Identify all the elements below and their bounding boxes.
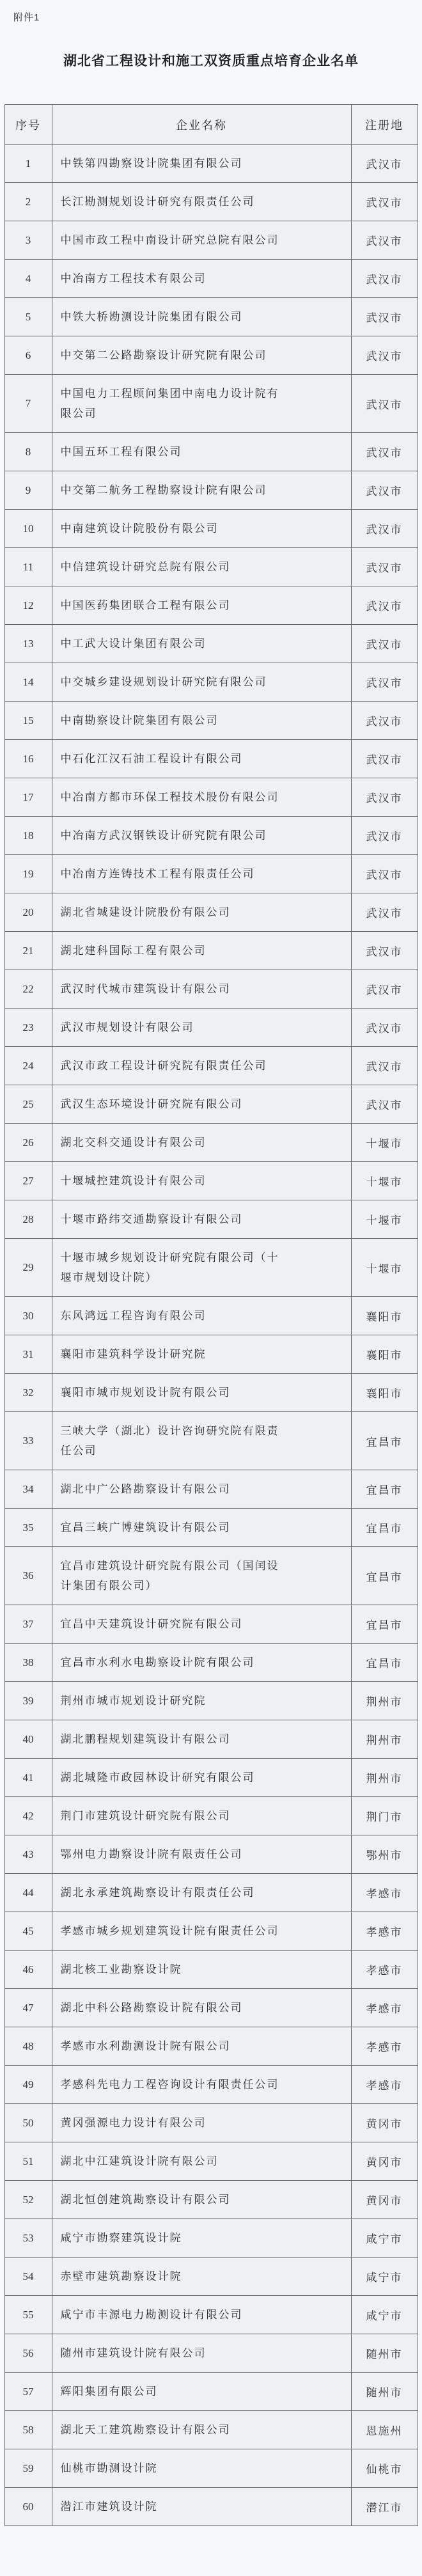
- row-index: 20: [4, 893, 52, 932]
- company-name: 中国市政工程中南设计研究总院有限公司: [52, 221, 351, 260]
- row-index: 32: [4, 1374, 52, 1412]
- row-index: 6: [4, 336, 52, 375]
- column-header-registration-city: 注册地: [351, 105, 418, 145]
- row-index: 27: [4, 1162, 52, 1200]
- table-row: [4, 1047, 418, 1085]
- row-index: 42: [4, 1797, 52, 1835]
- company-name: 黄冈强源电力设计有限公司: [52, 2104, 351, 2142]
- registration-city: 鄂州市: [351, 1835, 418, 1874]
- company-name: 湖北城隆市政园林设计研究有限公司: [52, 1759, 351, 1797]
- row-index: 38: [4, 1644, 52, 1682]
- table-row: [4, 932, 418, 970]
- table-row: [4, 1009, 418, 1047]
- row-index: 16: [4, 740, 52, 778]
- table-row: [4, 1335, 418, 1374]
- company-name: 中冶南方都市环保工程技术股份有限公司: [52, 778, 351, 817]
- row-index: 31: [4, 1335, 52, 1374]
- registration-city: 襄阳市: [351, 1335, 418, 1374]
- registration-city: 武汉市: [351, 1047, 418, 1085]
- table-row: [4, 893, 418, 932]
- company-name: 中冶南方武汉钢铁设计研究院有限公司: [52, 817, 351, 855]
- table-row: [4, 2142, 418, 2181]
- row-index: 45: [4, 1912, 52, 1951]
- company-name: 鄂州电力勘察设计院有限责任公司: [52, 1835, 351, 1874]
- company-name: 武汉时代城市建筑设计有限公司: [52, 970, 351, 1009]
- table-row: [4, 1200, 418, 1239]
- company-name: 孝感市水利勘测设计院有限公司: [52, 2027, 351, 2066]
- registration-city: 武汉市: [351, 702, 418, 740]
- registration-city: 武汉市: [351, 586, 418, 625]
- company-name: 咸宁市勘察建筑设计院: [52, 2219, 351, 2258]
- registration-city: 咸宁市: [351, 2219, 418, 2258]
- row-index: 52: [4, 2181, 52, 2219]
- table-row: [4, 1951, 418, 1989]
- company-name: 中冶南方工程技术有限公司: [52, 260, 351, 298]
- row-index: 3: [4, 221, 52, 260]
- row-index: 44: [4, 1874, 52, 1912]
- company-name: 宜昌市建筑设计研究院有限公司（国闰设计集团有限公司）: [52, 1547, 351, 1605]
- company-name: 东风鸿远工程咨询有限公司: [52, 1297, 351, 1335]
- row-index: 13: [4, 625, 52, 663]
- company-name: 武汉生态环境设计研究院有限公司: [52, 1085, 351, 1124]
- registration-city: 荆州市: [351, 1759, 418, 1797]
- registration-city: 随州市: [351, 2334, 418, 2373]
- registration-city: 武汉市: [351, 1085, 418, 1124]
- row-index: 49: [4, 2066, 52, 2104]
- table-row: [4, 2104, 418, 2142]
- company-name: 中交城乡建设规划设计研究院有限公司: [52, 663, 351, 702]
- company-name: 中交第二公路勘察设计研究院有限公司: [52, 336, 351, 375]
- table-row: [4, 1162, 418, 1200]
- registration-city: 武汉市: [351, 663, 418, 702]
- company-name: 湖北中江建筑设计院有限公司: [52, 2142, 351, 2181]
- table-row: [4, 1759, 418, 1797]
- company-name: 孝感市城乡规划建筑设计院有限责任公司: [52, 1912, 351, 1951]
- table-row: [4, 778, 418, 817]
- row-index: 54: [4, 2258, 52, 2296]
- registration-city: 武汉市: [351, 260, 418, 298]
- registration-city: 武汉市: [351, 740, 418, 778]
- row-index: 60: [4, 2488, 52, 2526]
- company-name: 宜昌中天建筑设计研究院有限公司: [52, 1605, 351, 1644]
- registration-city: 武汉市: [351, 183, 418, 221]
- registration-city: 随州市: [351, 2373, 418, 2411]
- row-index: 24: [4, 1047, 52, 1085]
- company-name: 湖北核工业勘察设计院: [52, 1951, 351, 1989]
- registration-city: 武汉市: [351, 298, 418, 336]
- company-name: 十堰城控建筑设计有限公司: [52, 1162, 351, 1200]
- registration-city: 武汉市: [351, 548, 418, 586]
- company-name: 孝感科先电力工程咨询设计有限责任公司: [52, 2066, 351, 2104]
- company-name: 中石化江汉石油工程设计有限公司: [52, 740, 351, 778]
- company-name: 湖北鹏程规划建筑设计有限公司: [52, 1720, 351, 1759]
- company-name: 咸宁市丰源电力勘测设计有限公司: [52, 2296, 351, 2334]
- registration-city: 黄冈市: [351, 2181, 418, 2219]
- registration-city: 武汉市: [351, 145, 418, 183]
- registration-city: 咸宁市: [351, 2258, 418, 2296]
- company-name: 湖北交科交通设计有限公司: [52, 1124, 351, 1162]
- row-index: 41: [4, 1759, 52, 1797]
- attachment-label: 附件1: [13, 12, 40, 23]
- registration-city: 武汉市: [351, 375, 418, 433]
- table-row: [4, 1297, 418, 1335]
- row-index: 25: [4, 1085, 52, 1124]
- table-row: [4, 2219, 418, 2258]
- company-name: 中南建筑设计院股份有限公司: [52, 510, 351, 548]
- table-row: [4, 1124, 418, 1162]
- row-index: 55: [4, 2296, 52, 2334]
- table-row: [4, 855, 418, 893]
- row-index: 39: [4, 1682, 52, 1720]
- company-name: 湖北中科公路勘察设计院有限公司: [52, 1989, 351, 2027]
- row-index: 35: [4, 1509, 52, 1547]
- row-index: 17: [4, 778, 52, 817]
- row-index: 47: [4, 1989, 52, 2027]
- registration-city: 武汉市: [351, 893, 418, 932]
- table-row: [4, 817, 418, 855]
- row-index: 2: [4, 183, 52, 221]
- company-name: 仙桃市勘测设计院: [52, 2449, 351, 2488]
- row-index: 56: [4, 2334, 52, 2373]
- registration-city: 宜昌市: [351, 1547, 418, 1605]
- registration-city: 孝感市: [351, 2027, 418, 2066]
- company-name: 湖北恒创建筑勘察设计有限公司: [52, 2181, 351, 2219]
- row-index: 10: [4, 510, 52, 548]
- registration-city: 武汉市: [351, 778, 418, 817]
- row-index: 29: [4, 1239, 52, 1297]
- table-row: [4, 1989, 418, 2027]
- registration-city: 孝感市: [351, 1951, 418, 1989]
- table-row: [4, 145, 418, 183]
- registration-city: 荆州市: [351, 1682, 418, 1720]
- company-name: 中铁第四勘察设计院集团有限公司: [52, 145, 351, 183]
- table-row: [4, 548, 418, 586]
- table-row: [4, 1374, 418, 1412]
- registration-city: 恩施州: [351, 2411, 418, 2449]
- registration-city: 武汉市: [351, 433, 418, 471]
- company-name: 湖北天工建筑勘察设计有限公司: [52, 2411, 351, 2449]
- registration-city: 武汉市: [351, 336, 418, 375]
- registration-city: 武汉市: [351, 817, 418, 855]
- registration-city: 武汉市: [351, 970, 418, 1009]
- registration-city: 黄冈市: [351, 2104, 418, 2142]
- registration-city: 武汉市: [351, 1009, 418, 1047]
- registration-city: 宜昌市: [351, 1644, 418, 1682]
- table-row: [4, 663, 418, 702]
- registration-city: 襄阳市: [351, 1297, 418, 1335]
- row-index: 46: [4, 1951, 52, 1989]
- table-row: [4, 1547, 418, 1605]
- registration-city: 孝感市: [351, 1874, 418, 1912]
- table-row: [4, 2411, 418, 2449]
- table-body: [4, 145, 418, 2526]
- registration-city: 宜昌市: [351, 1412, 418, 1470]
- registration-city: 襄阳市: [351, 1374, 418, 1412]
- registration-city: 潜江市: [351, 2488, 418, 2526]
- company-name: 中铁大桥勘测设计院集团有限公司: [52, 298, 351, 336]
- table-row: [4, 740, 418, 778]
- company-name: 中南勘察设计院集团有限公司: [52, 702, 351, 740]
- table-row: [4, 1835, 418, 1874]
- registration-city: 十堰市: [351, 1239, 418, 1297]
- row-index: 58: [4, 2411, 52, 2449]
- registration-city: 武汉市: [351, 471, 418, 510]
- table-row: [4, 2066, 418, 2104]
- table-row: [4, 183, 418, 221]
- row-index: 59: [4, 2449, 52, 2488]
- table-row: [4, 510, 418, 548]
- table-row: [4, 260, 418, 298]
- registration-city: 孝感市: [351, 2066, 418, 2104]
- company-name: 十堰市路纬交通勘察设计有限公司: [52, 1200, 351, 1239]
- company-name: 中国电力工程顾问集团中南电力设计院有限公司: [52, 375, 351, 433]
- row-index: 28: [4, 1200, 52, 1239]
- registration-city: 十堰市: [351, 1200, 418, 1239]
- table-row: [4, 1874, 418, 1912]
- company-name: 三峡大学（湖北）设计咨询研究院有限责任公司: [52, 1412, 351, 1470]
- table-row: [4, 702, 418, 740]
- table-row: [4, 2296, 418, 2334]
- row-index: 1: [4, 145, 52, 183]
- company-name: 湖北建科国际工程有限公司: [52, 932, 351, 970]
- registration-city: 宜昌市: [351, 1509, 418, 1547]
- company-name: 武汉市政工程设计研究院有限责任公司: [52, 1047, 351, 1085]
- table-row: [4, 221, 418, 260]
- table-row: [4, 2258, 418, 2296]
- company-name: 襄阳市城市规划设计院有限公司: [52, 1374, 351, 1412]
- company-name: 宜昌三峡广博建筑设计有限公司: [52, 1509, 351, 1547]
- table-row: [4, 298, 418, 336]
- row-index: 19: [4, 855, 52, 893]
- company-name: 襄阳市建筑科学设计研究院: [52, 1335, 351, 1374]
- table-row: [4, 2181, 418, 2219]
- table-row: [4, 1682, 418, 1720]
- row-index: 4: [4, 260, 52, 298]
- row-index: 43: [4, 1835, 52, 1874]
- company-name: 荆州市城市规划设计研究院: [52, 1682, 351, 1720]
- registration-city: 宜昌市: [351, 1470, 418, 1509]
- table-row: [4, 1239, 418, 1297]
- row-index: 15: [4, 702, 52, 740]
- registration-city: 咸宁市: [351, 2296, 418, 2334]
- table-row: [4, 2488, 418, 2526]
- table-row: [4, 336, 418, 375]
- registration-city: 孝感市: [351, 1989, 418, 2027]
- company-name: 湖北省城建设计院股份有限公司: [52, 893, 351, 932]
- table-row: [4, 1509, 418, 1547]
- table-row: [4, 2334, 418, 2373]
- row-index: 21: [4, 932, 52, 970]
- registration-city: 宜昌市: [351, 1605, 418, 1644]
- column-header-company-name: 企业名称: [52, 105, 351, 145]
- company-name: 中交第二航务工程勘察设计院有限公司: [52, 471, 351, 510]
- row-index: 5: [4, 298, 52, 336]
- table-header: [4, 105, 418, 145]
- row-index: 34: [4, 1470, 52, 1509]
- table-row: [4, 1605, 418, 1644]
- company-table: [4, 104, 418, 2526]
- registration-city: 孝感市: [351, 1912, 418, 1951]
- registration-city: 荆门市: [351, 1797, 418, 1835]
- row-index: 57: [4, 2373, 52, 2411]
- table-row: [4, 970, 418, 1009]
- row-index: 23: [4, 1009, 52, 1047]
- table-row: [4, 1797, 418, 1835]
- registration-city: 武汉市: [351, 510, 418, 548]
- company-name: 湖北中广公路勘察设计有限公司: [52, 1470, 351, 1509]
- company-name: 宜昌市水利水电勘察设计院有限公司: [52, 1644, 351, 1682]
- registration-city: 十堰市: [351, 1162, 418, 1200]
- table-row: [4, 1644, 418, 1682]
- column-header-index: 序号: [4, 105, 52, 145]
- row-index: 33: [4, 1412, 52, 1470]
- registration-city: 武汉市: [351, 932, 418, 970]
- row-index: 7: [4, 375, 52, 433]
- table-row: [4, 1412, 418, 1470]
- table-header-row: [4, 105, 418, 145]
- company-name: 武汉市规划设计有限公司: [52, 1009, 351, 1047]
- company-name: 辉阳集团有限公司: [52, 2373, 351, 2411]
- registration-city: 武汉市: [351, 625, 418, 663]
- row-index: 36: [4, 1547, 52, 1605]
- row-index: 8: [4, 433, 52, 471]
- table-row: [4, 471, 418, 510]
- company-name: 十堰市城乡规划设计研究院有限公司（十堰市规划设计院）: [52, 1239, 351, 1297]
- registration-city: 黄冈市: [351, 2142, 418, 2181]
- row-index: 14: [4, 663, 52, 702]
- row-index: 18: [4, 817, 52, 855]
- company-name: 中冶南方连铸技术工程有限责任公司: [52, 855, 351, 893]
- company-name: 赤壁市建筑勘察设计院: [52, 2258, 351, 2296]
- company-name: 中工武大设计集团有限公司: [52, 625, 351, 663]
- table-row: [4, 1085, 418, 1124]
- row-index: 40: [4, 1720, 52, 1759]
- table-row: [4, 433, 418, 471]
- row-index: 30: [4, 1297, 52, 1335]
- row-index: 26: [4, 1124, 52, 1162]
- registration-city: 荆州市: [351, 1720, 418, 1759]
- registration-city: 武汉市: [351, 855, 418, 893]
- row-index: 11: [4, 548, 52, 586]
- row-index: 48: [4, 2027, 52, 2066]
- table-row: [4, 1470, 418, 1509]
- company-name: 长江勘测规划设计研究有限责任公司: [52, 183, 351, 221]
- row-index: 9: [4, 471, 52, 510]
- row-index: 50: [4, 2104, 52, 2142]
- table-row: [4, 2027, 418, 2066]
- page-title: 湖北省工程设计和施工双资质重点培育企业名单: [63, 54, 359, 68]
- row-index: 51: [4, 2142, 52, 2181]
- company-name: 中国五环工程有限公司: [52, 433, 351, 471]
- row-index: 53: [4, 2219, 52, 2258]
- company-name: 随州市建筑设计院有限公司: [52, 2334, 351, 2373]
- registration-city: 十堰市: [351, 1124, 418, 1162]
- row-index: 12: [4, 586, 52, 625]
- registration-city: 仙桃市: [351, 2449, 418, 2488]
- table-row: [4, 586, 418, 625]
- table-row: [4, 2373, 418, 2411]
- row-index: 37: [4, 1605, 52, 1644]
- table-row: [4, 1912, 418, 1951]
- row-index: 22: [4, 970, 52, 1009]
- company-name: 荆门市建筑设计研究院有限公司: [52, 1797, 351, 1835]
- table-row: [4, 1720, 418, 1759]
- table-row: [4, 625, 418, 663]
- registration-city: 武汉市: [351, 221, 418, 260]
- table-row: [4, 2449, 418, 2488]
- company-name: 中国医药集团联合工程有限公司: [52, 586, 351, 625]
- company-name: 中信建筑设计研究总院有限公司: [52, 548, 351, 586]
- company-name: 湖北永承建筑勘察设计有限责任公司: [52, 1874, 351, 1912]
- company-name: 潜江市建筑设计院: [52, 2488, 351, 2526]
- table-row: [4, 375, 418, 433]
